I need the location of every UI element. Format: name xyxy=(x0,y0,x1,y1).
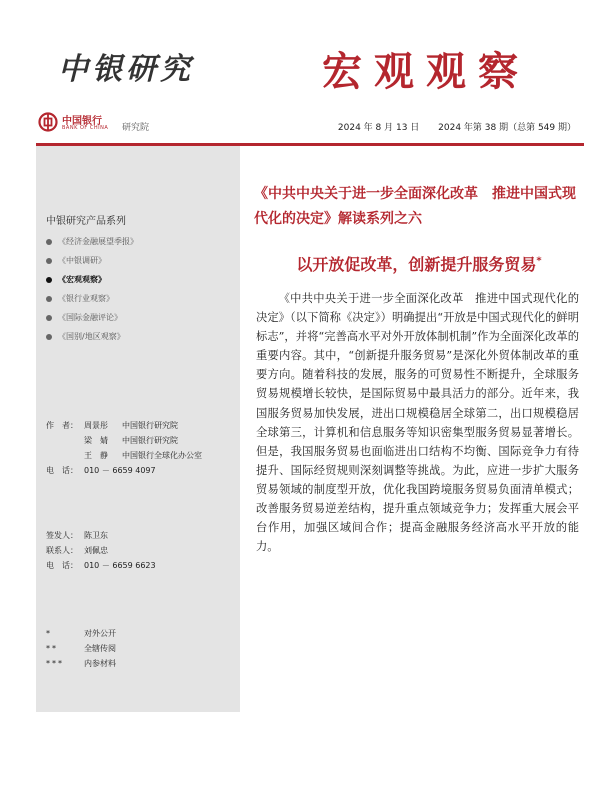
series-item: 《国别/地区观察》 xyxy=(46,331,138,350)
series-item-current: 《宏观观察》 xyxy=(46,274,138,293)
series-subtitle: 《中共中央关于进一步全面深化改革 推进中国式现代化的决定》解读系列之六 xyxy=(254,186,576,227)
report-title: 宏观观察 xyxy=(322,49,530,95)
circulation-row: *** 内参材料 xyxy=(46,659,116,668)
contact-phone-row: 电 话： 010 － 6659 6623 xyxy=(46,561,156,570)
series-list xyxy=(46,236,138,350)
bullet-icon xyxy=(46,239,52,245)
series-title: 中银研究产品系列 xyxy=(46,216,126,227)
institute-label: 研究院 xyxy=(122,123,150,133)
circulation-block xyxy=(46,626,116,671)
bullet-icon xyxy=(46,258,52,264)
bank-of-china-logo-icon xyxy=(38,112,58,132)
authors-label: 作 者： xyxy=(46,421,78,430)
sidebar xyxy=(36,146,240,712)
bullet-icon xyxy=(46,315,52,321)
series-item: 《国际金融评论》 xyxy=(46,312,138,331)
header-row xyxy=(36,112,584,142)
bank-name-english: BANK OF CHINA xyxy=(62,125,109,131)
authors-block xyxy=(46,418,202,478)
bullet-icon xyxy=(46,296,52,302)
circulation-row: * 对外公开 xyxy=(46,629,116,638)
bullet-icon xyxy=(46,334,52,340)
issue-number: 2024 年第 38 期（总第 549 期） xyxy=(438,123,576,133)
bank-name: 中国银行 xyxy=(62,116,102,127)
contact-row: 联系人： 刘佩忠 xyxy=(46,546,108,555)
issue-date: 2024 年 8 月 13 日 xyxy=(337,123,420,133)
series-item: 《中银调研》 xyxy=(46,255,138,274)
signer-row: 签发人： 陈卫东 xyxy=(46,531,108,540)
series-item: 《经济金融展望季报》 xyxy=(46,236,138,255)
circulation-row: ** 全辖传阅 xyxy=(46,644,116,653)
footnote-mark: * xyxy=(536,255,542,267)
series-item: 《银行业观察》 xyxy=(46,293,138,312)
signer-block xyxy=(46,528,156,573)
author-row: 作 者： 周景彤 中国银行研究院 xyxy=(46,418,202,433)
article-headline: 以开放促改革，创新提升服务贸易* xyxy=(296,255,542,274)
brand-calligraphy: 中银研究 xyxy=(58,52,194,87)
issue-info xyxy=(322,120,576,133)
author-row: 梁 婧 中国银行研究院 xyxy=(84,436,178,445)
author-row: 王 静 中国银行全球化办公室 xyxy=(84,451,202,460)
bullet-icon xyxy=(46,277,52,283)
article-body: 《中共中央关于进一步全面深化改革 推进中国式现代化的决定》（以下简称《决定》）明确提出“开放是中国式现代化的鲜明标志”，并将“完善高水平对外开放体制机制”作为全面深化改革的重要内容。其中，“创新提升服务贸易”是深化外贸体制改革的重要方向。随着科技的发展，服务的可贸易性不断提升，全球服务贸易规模增长较快，是国际贸易中最具活力的部分。近年来，我国服务贸易加快发展，进出口规模稳居全球第二，出口规模稳居全球第三，计算机和信息服务等知识密集型服务贸易显著增长。但是，我国服务贸易也面临进出口结构不均衡、国际竞争力有待提升、国际经贸规则深刻调整等挑战。为此，应进一步扩大服务贸易领域的制度型开放，优化我国跨境服务贸易负面清单模式；改善服务贸易逆差结构，提升重点领域竞争力；发挥重大展会平台作用，加强区域间合作；提高金融服务经济高水平开放的能力。 xyxy=(256,292,579,554)
author-phone-row: 电 话： 010 － 6659 4097 xyxy=(46,466,156,475)
